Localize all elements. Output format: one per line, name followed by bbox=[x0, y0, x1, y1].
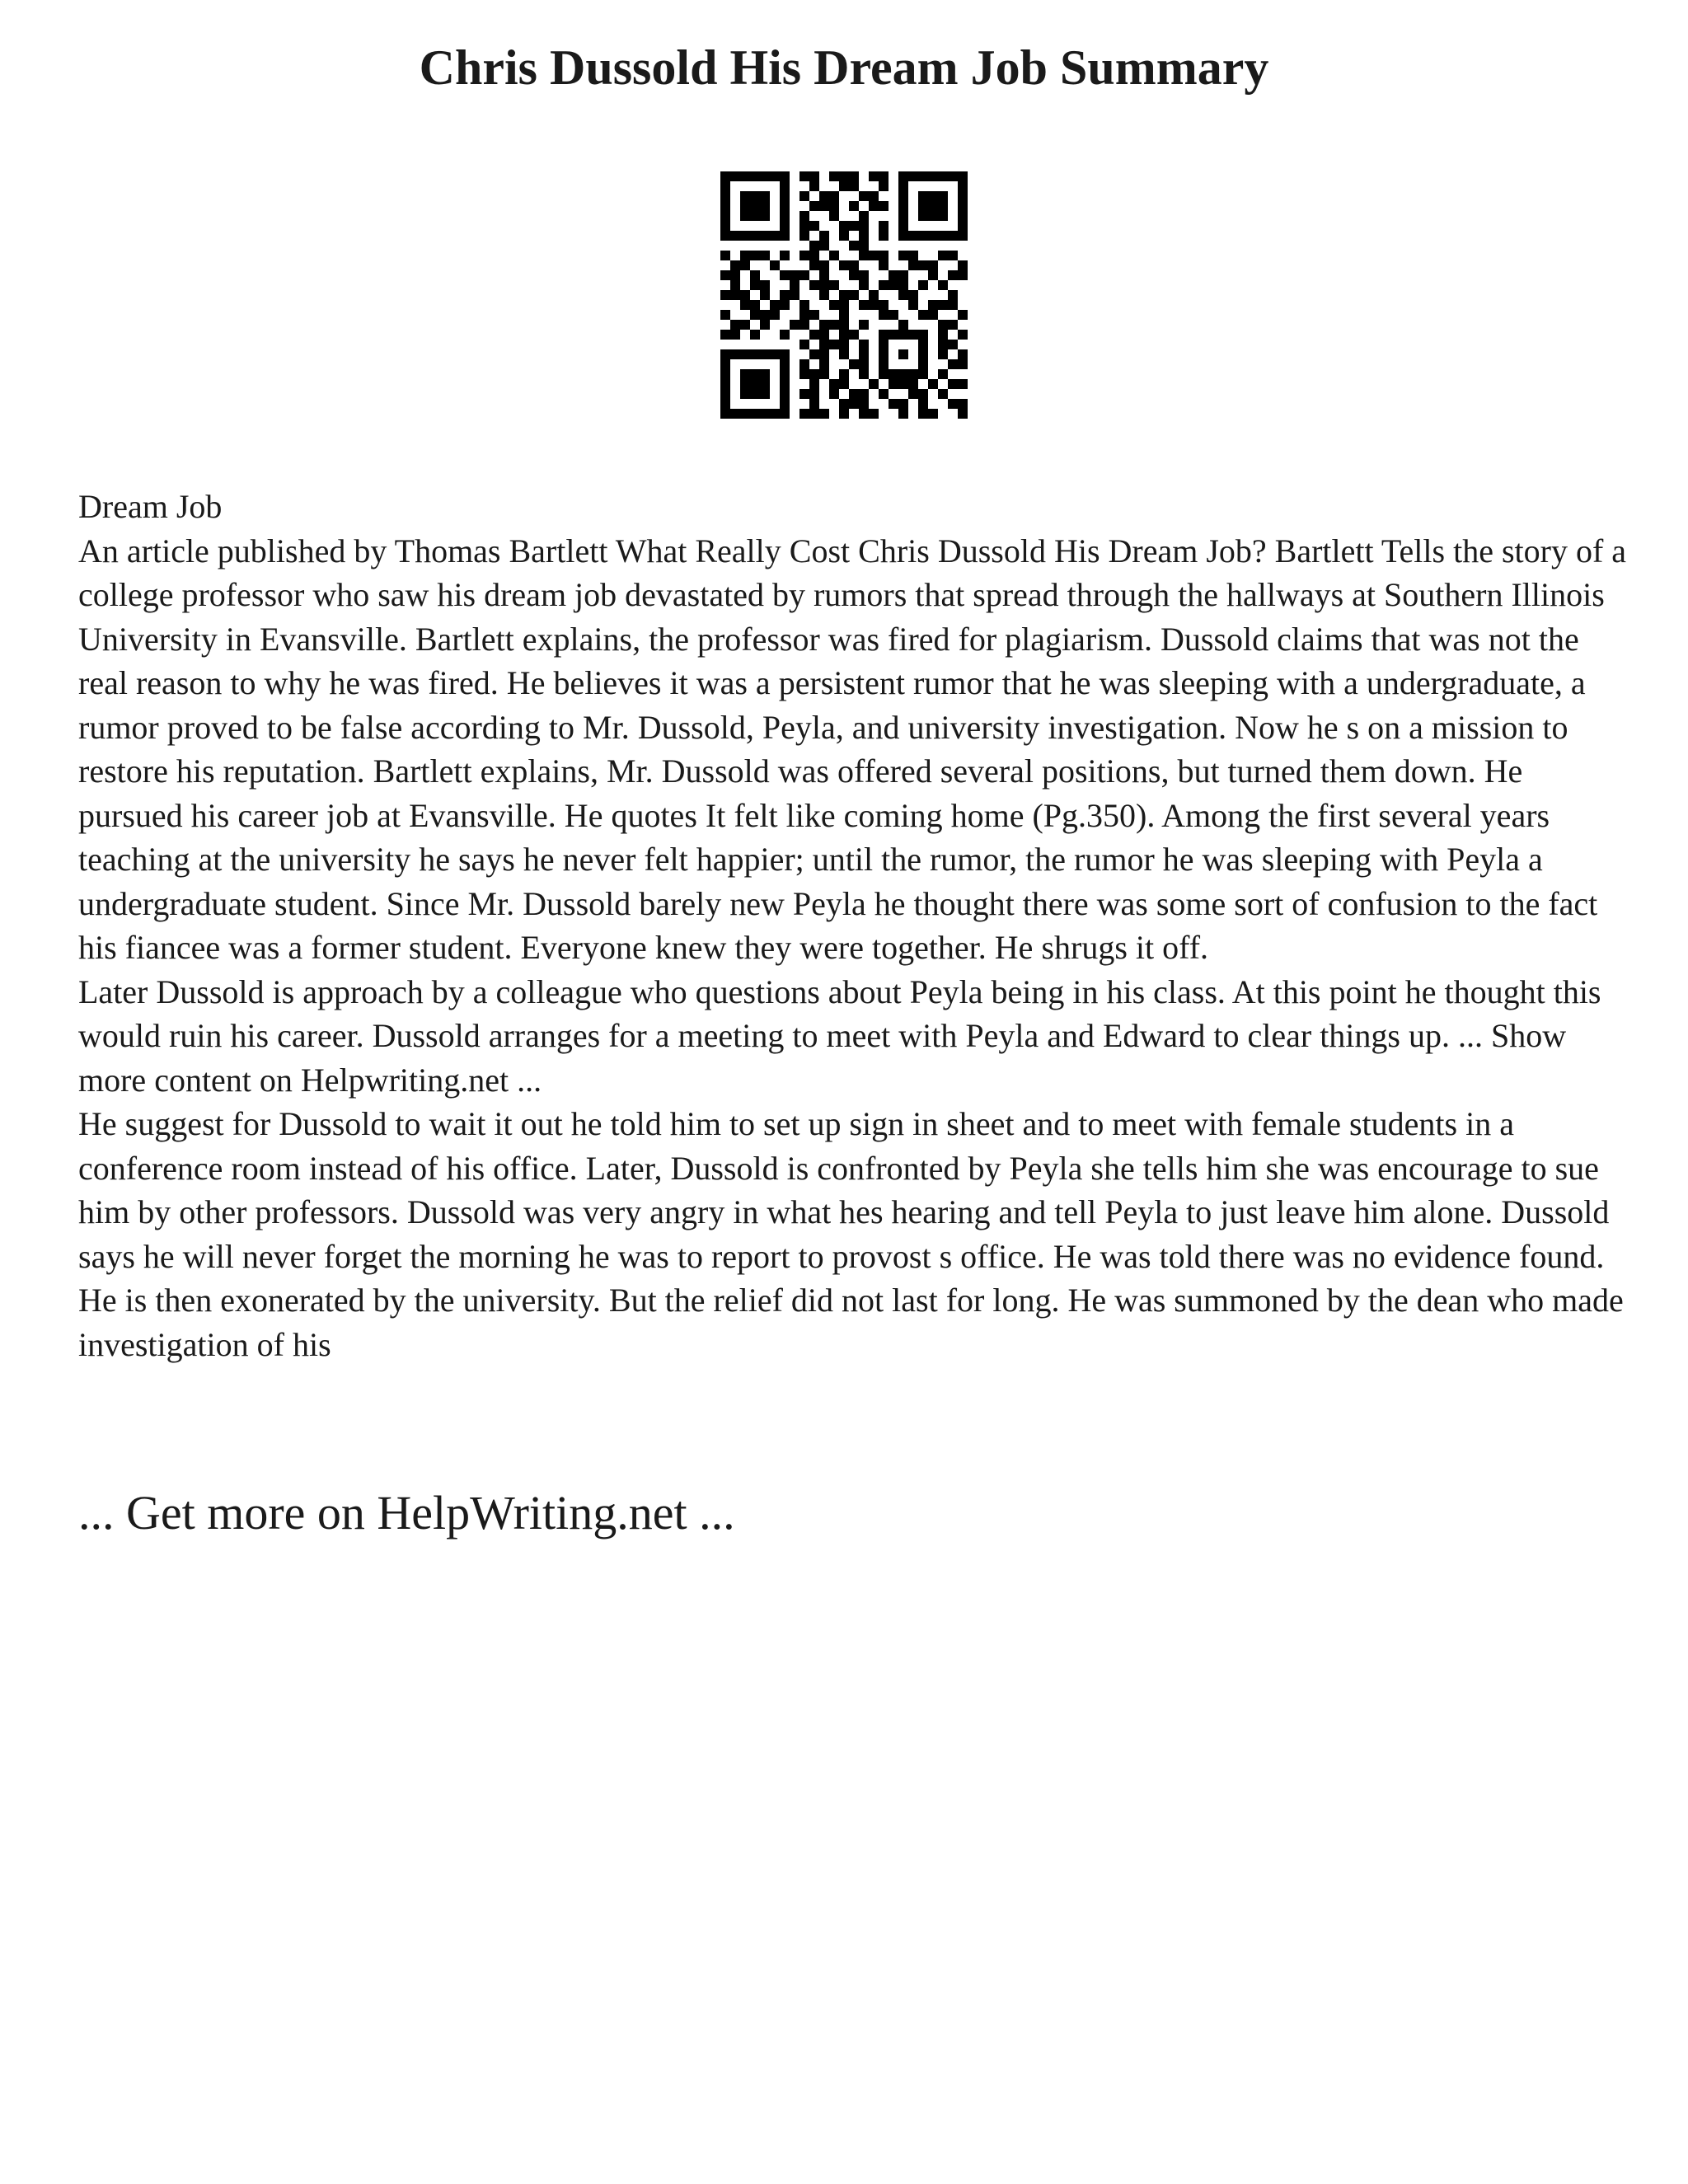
get-more-link[interactable]: ... Get more on HelpWriting.net ... bbox=[78, 1486, 735, 1540]
paragraph-2: Later Dussold is approach by a colleague who questions about Peyla being in his class. At this point he thought this would ruin his career. Dussold arranges for a meeting to meet with Peyla and Edward to clear things up. ... Show more content on Helpwriting.net ... bbox=[78, 972, 1601, 1099]
qr-code-icon bbox=[720, 171, 968, 419]
article-body bbox=[78, 485, 1628, 1366]
page-title: Chris Dussold His Dream Job Summary bbox=[419, 40, 1269, 95]
paragraph-1: An article published by Thomas Bartlett What Really Cost Chris Dussold His Dream Job? Bartlett Tells the story of a college professor who saw his dream job devastated by rumors that spread through the hallways at Southern Illinois University in Evansville. Bartlett explains, the professor was fired for plagiarism. Dussold claims that was not the real reason to why he was fired. He believes it was a persistent rumor that he was sleeping with a undergraduate, a rumor proved to be false according to Mr. Dussold, Peyla, and university investigation. Now he s on a mission to restore his reputation. Bartlett explains, Mr. Dussold was offered several positions, but turned them down. He pursued his career job at Evansville. He quotes It felt like coming home (Pg.350). Among the first several years teaching at the university he says he never felt happier; until the rumor, the rumor he was sleeping with Peyla a undergraduate student. Since Mr. Dussold barely new Peyla he thought there was some sort of confusion to the fact his fiancee was a former student. Everyone knew they were together. He shrugs it off. bbox=[78, 532, 1627, 966]
section-heading: Dream Job bbox=[78, 488, 223, 525]
paragraph-3: He suggest for Dussold to wait it out he told him to set up sign in sheet and to meet with female students in a conference room instead of his office. Later, Dussold is confronted by Peyla she tells him she was encourage to sue him by other professors. Dussold was very angry in what hes hearing and tell Peyla to just leave him alone. Dussold says he will never forget the morning he was to report to provost s office. He was told there was no evidence found. He is then exonerated by the university. But the relief did not last for long. He was summoned by the dean who made investigation of his bbox=[78, 1105, 1624, 1363]
